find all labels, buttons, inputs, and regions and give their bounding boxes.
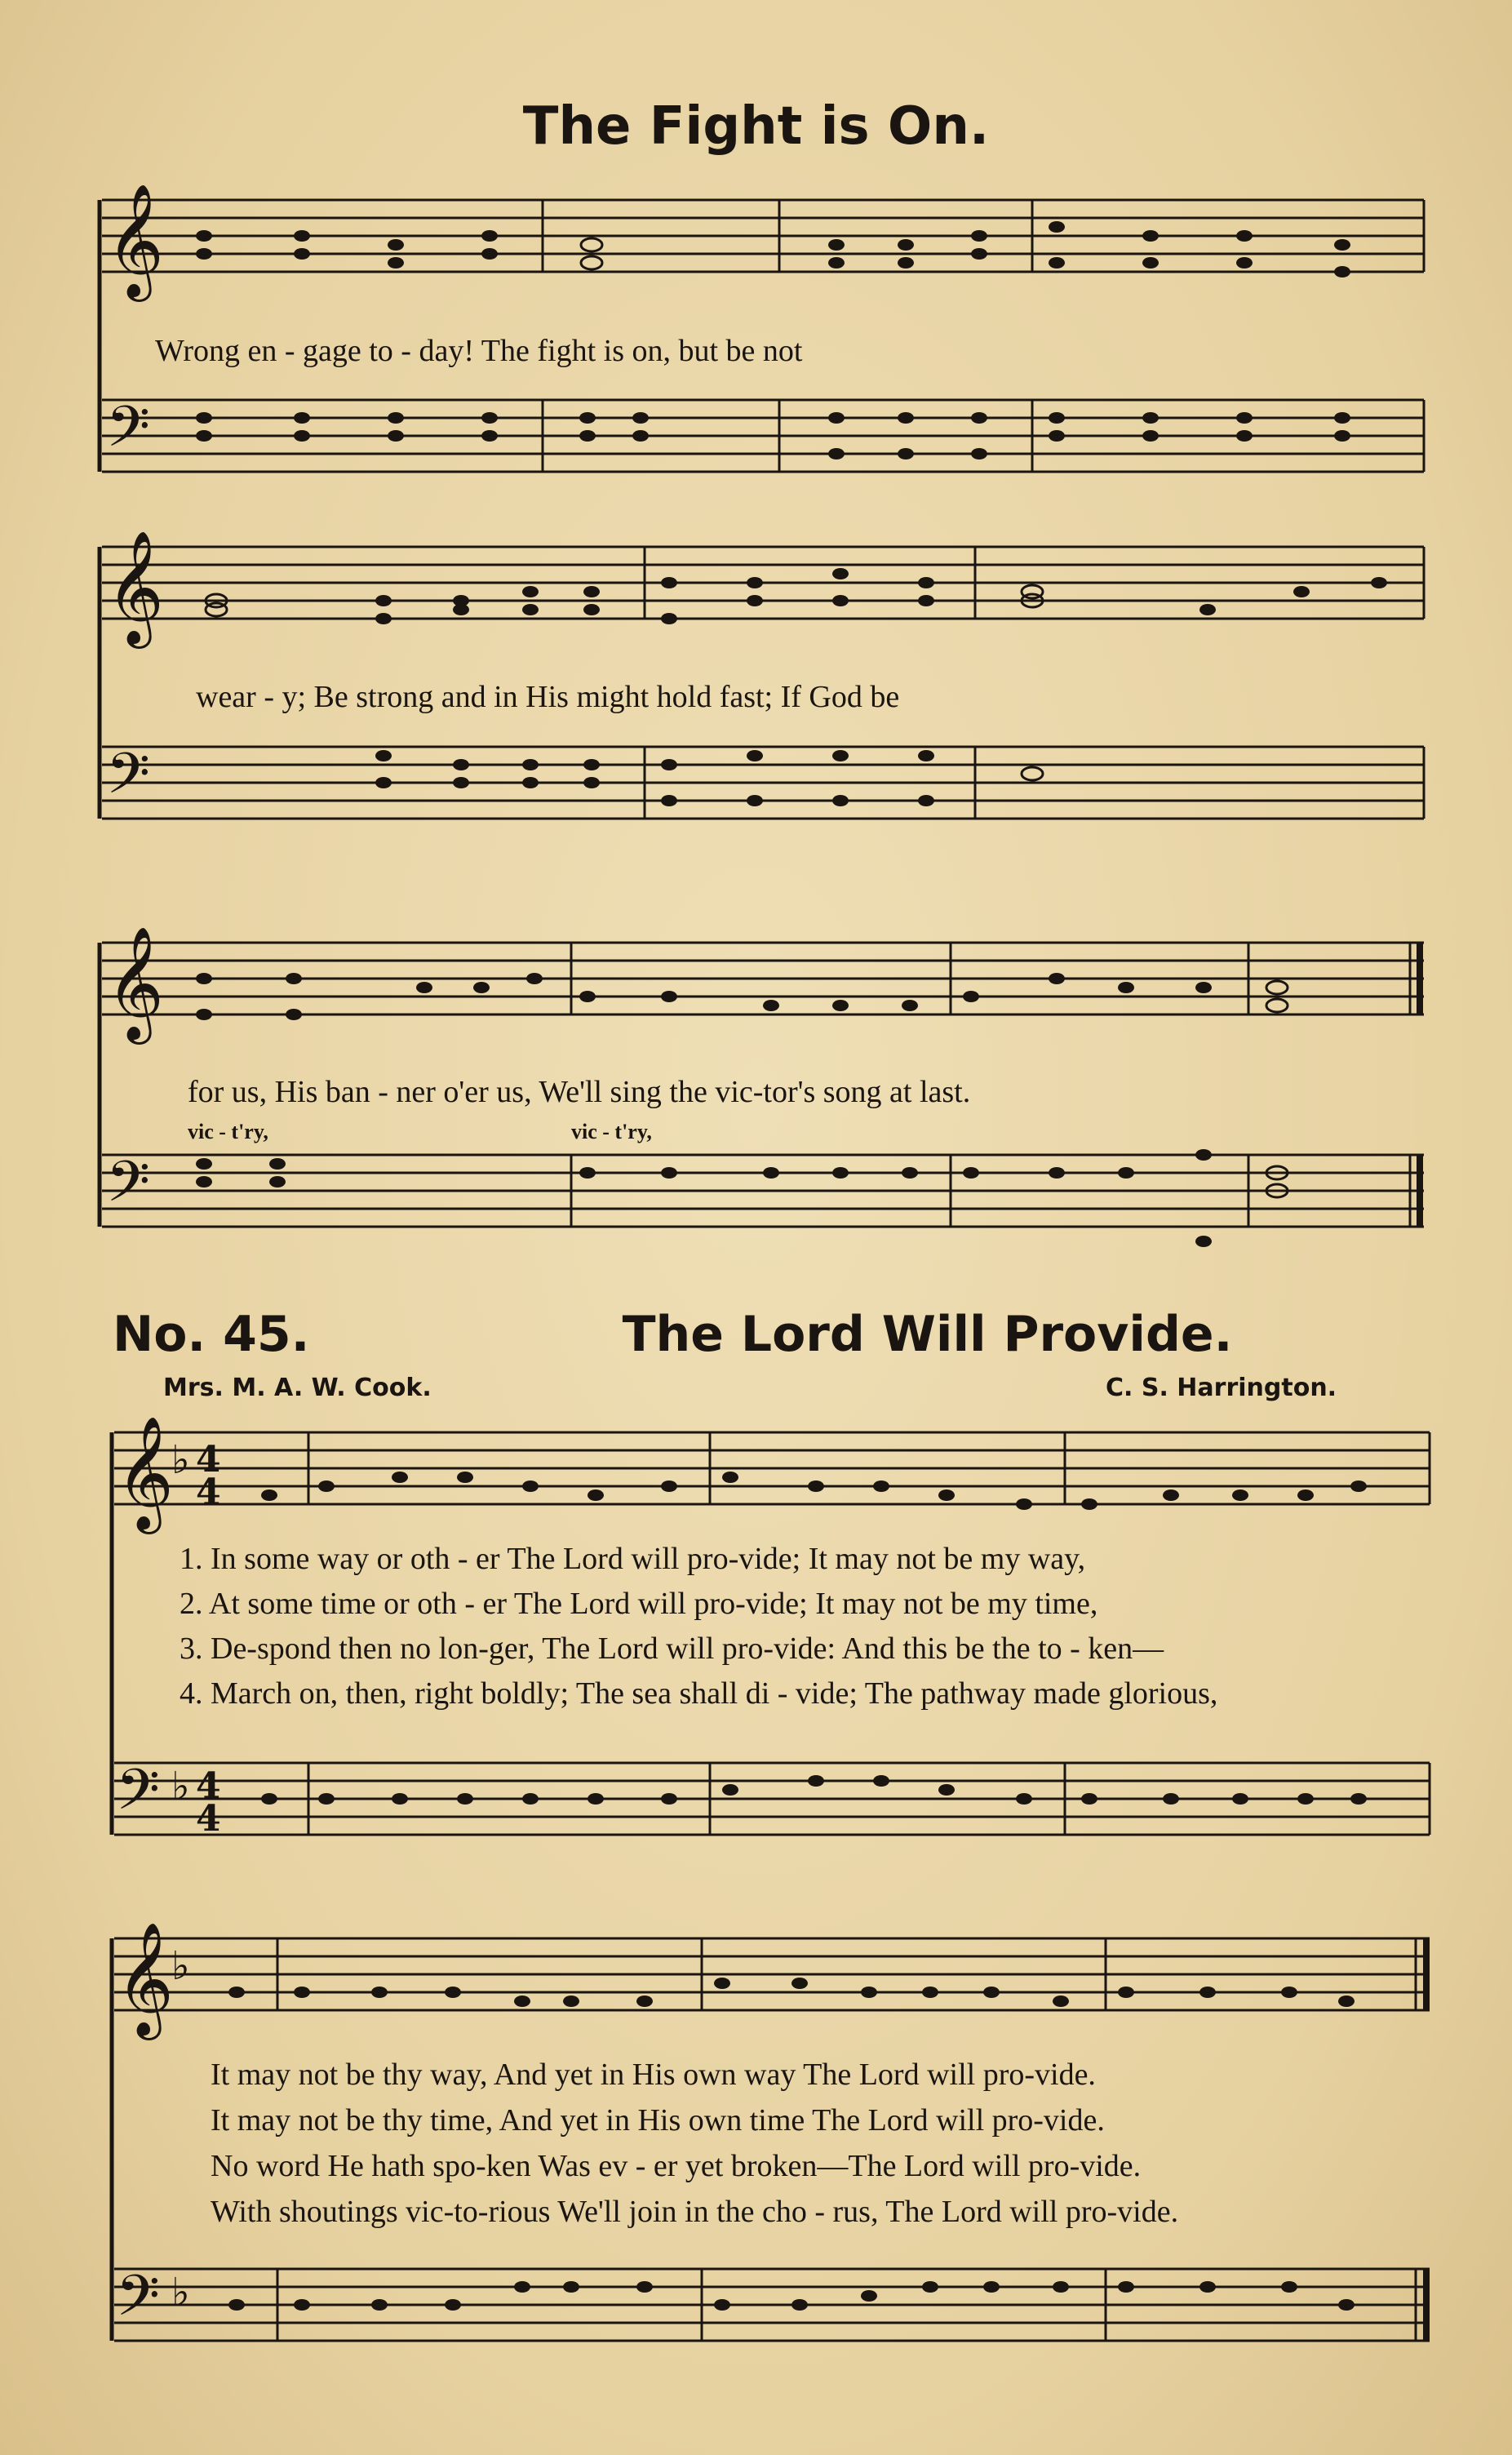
- svg-text:𝄢: 𝄢: [106, 393, 151, 473]
- lyric-line: for us, His ban - ner o'er us, We'll sing the vic-tor's song at last.: [188, 1075, 971, 1109]
- small-lyric: vic - t'ry,: [188, 1120, 268, 1143]
- music-system: [0, 1408, 1512, 1849]
- hymn-author: Mrs. M. A. W. Cook.: [163, 1374, 432, 1402]
- svg-text:𝄞: 𝄞: [106, 531, 164, 644]
- music-system: [0, 522, 1512, 832]
- lyric-line: wear - y; Be strong and in His might hold fast; If God be: [196, 680, 900, 714]
- hymn-number: No. 45.: [113, 1306, 310, 1363]
- verse-line: It may not be thy time, And yet in His own time The Lord will pro-vide.: [211, 2103, 1105, 2138]
- hymn-title: The Lord Will Provide.: [622, 1306, 1233, 1363]
- svg-text:𝄞: 𝄞: [116, 1416, 174, 1529]
- verse-line: It may not be thy way, And yet in His own way The Lord will pro-vide.: [211, 2058, 1096, 2092]
- verse-line: 2. At some time or oth - er The Lord will pro-vide; It may not be my time,: [180, 1587, 1098, 1621]
- svg-text:♭: ♭: [171, 2270, 190, 2315]
- svg-text:4: 4: [196, 1472, 221, 1513]
- svg-text:4: 4: [196, 1798, 221, 1840]
- svg-text:𝄞: 𝄞: [116, 1922, 174, 2035]
- music-system: [0, 1914, 1512, 2371]
- verse-line: No word He hath spo-ken Was ev - er yet broken—The Lord will pro-vide.: [211, 2149, 1142, 2183]
- svg-text:𝄢: 𝄢: [106, 1148, 151, 1228]
- svg-text:𝄞: 𝄞: [106, 926, 164, 1040]
- verse-line: 4. March on, then, right boldly; The sea shall di - vide; The pathway made glorious,: [180, 1676, 1218, 1711]
- svg-text:♭: ♭: [171, 1943, 190, 1989]
- svg-text:𝄞: 𝄞: [106, 184, 164, 297]
- verse-line: 1. In some way or oth - er The Lord will pro-vide; It may not be my way,: [180, 1542, 1086, 1576]
- svg-text:4: 4: [196, 1439, 221, 1481]
- svg-text:♭: ♭: [171, 1764, 190, 1809]
- music-system: [0, 175, 1512, 486]
- verse-line: With shoutings vic-to-rious We'll join in the cho - rus, The Lord will pro-vide.: [211, 2195, 1179, 2229]
- svg-text:𝄢: 𝄢: [116, 2262, 161, 2342]
- lyric-line: Wrong en - gage to - day! The fight is on, but be not: [155, 334, 803, 368]
- small-lyric: vic - t'ry,: [571, 1120, 652, 1143]
- svg-text:♭: ♭: [171, 1437, 190, 1483]
- svg-text:𝄢: 𝄢: [106, 740, 151, 820]
- svg-text:𝄢: 𝄢: [116, 1756, 161, 1836]
- svg-text:4: 4: [196, 1765, 221, 1807]
- hymn-composer: C. S. Harrington.: [1106, 1374, 1337, 1402]
- verse-line: 3. De-spond then no lon-ger, The Lord will pro-vide: And this be the to - ken—: [180, 1631, 1164, 1666]
- hymn-title: The Fight is On.: [522, 96, 990, 157]
